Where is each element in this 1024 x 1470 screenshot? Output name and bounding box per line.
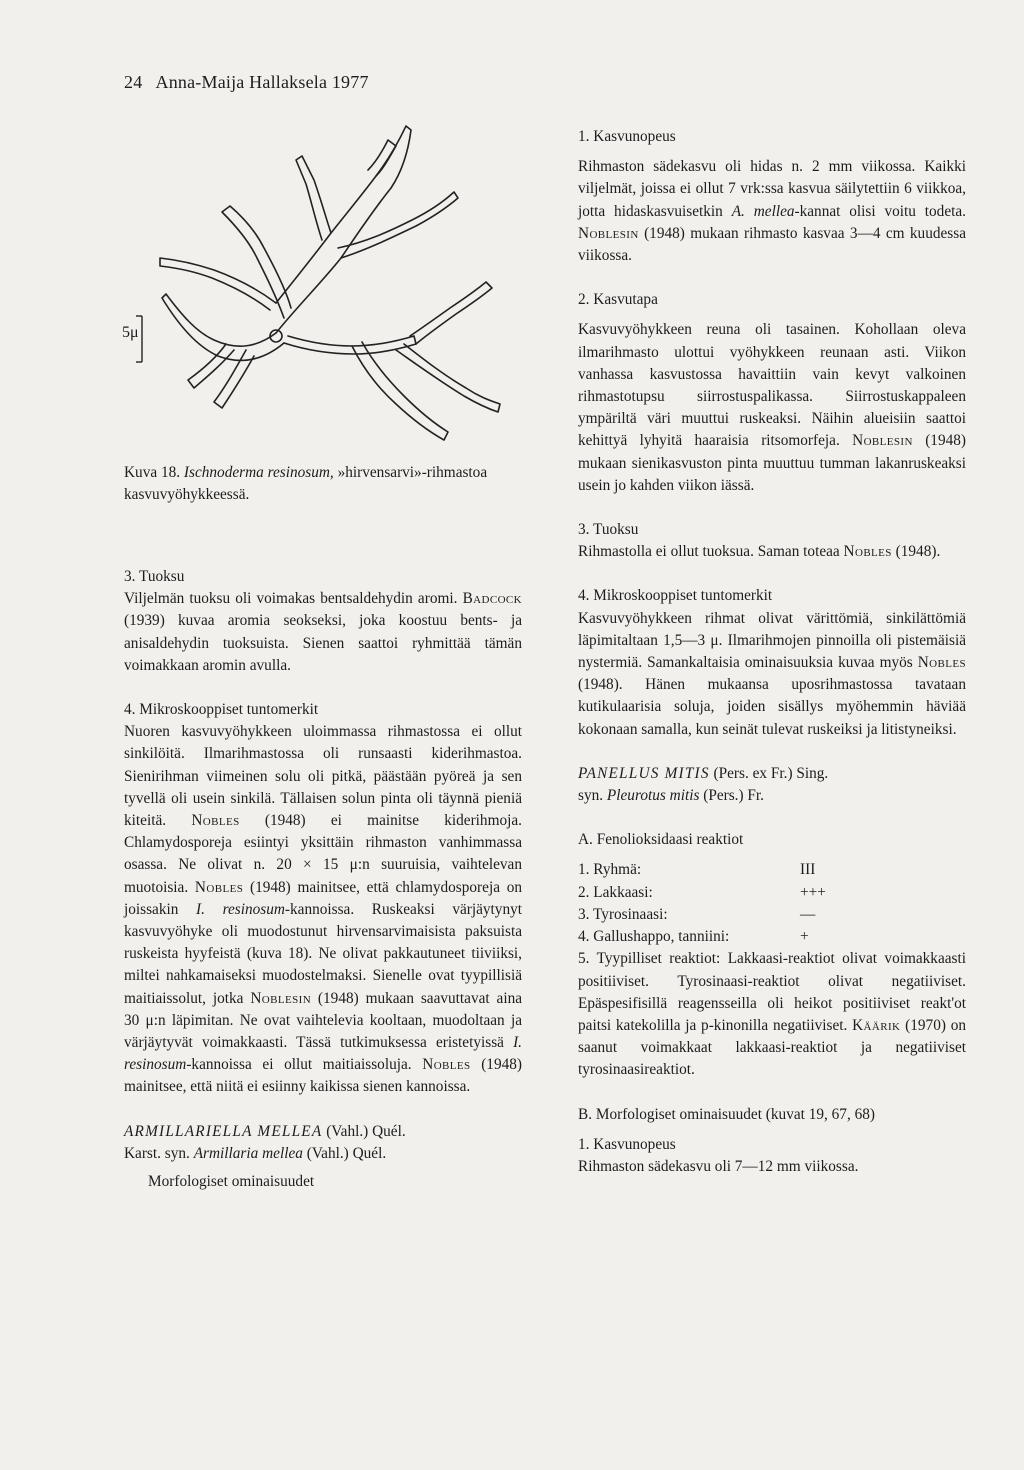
- section-title-growth-rate-2: 1. Kasvunopeus: [578, 1135, 676, 1153]
- text: (1948) mainitsee, että niitä ei esiinny kaikissa sienen kannoissa.: [124, 1056, 522, 1096]
- text: Karst. syn.: [124, 1144, 190, 1162]
- test-value: —: [800, 905, 816, 923]
- text: (1970) on saanut voimakkaat lakkaasi-reaktiot ja negatiiviset tyrosinaasireaktiot.: [578, 1016, 967, 1079]
- section-title-morphology: Morfologiset ominaisuudet: [148, 1173, 315, 1191]
- paragraph-growth-rate-2: [578, 1156, 966, 1178]
- author-name: Nobles: [191, 812, 240, 830]
- test-value: +++: [800, 883, 826, 901]
- text: syn.: [578, 787, 604, 805]
- caption-species: Ischnoderma resinosum,: [183, 464, 334, 481]
- text: (1948) mainitsee, että chlamydosporeja on joissakin: [124, 878, 523, 918]
- author-name: Nobles: [422, 1056, 471, 1074]
- section-title-microscopy: 4. Mikroskooppiset tuntomerkit: [124, 701, 319, 719]
- text: Kasvuvyöhykkeen rihmat olivat värittömiä, sinkilättömiä läpimitaltaan 1,5—3 μ. Ilmarihmojen pinnoilla oli pistemäisiä nystermiä. Samankaltaisia ominaisuuksia kuvaa myös: [578, 609, 966, 672]
- section-title-growth-habit: 2. Kasvutapa: [578, 291, 658, 309]
- species-title: PANELLUS MITIS: [578, 764, 710, 782]
- species-title: ARMILLARIELLA MELLEA: [124, 1122, 323, 1140]
- right-column: [578, 126, 966, 1178]
- section-title-growth-rate: 1. Kasvunopeus: [578, 128, 676, 145]
- paragraph-growth-rate: [578, 156, 966, 267]
- species-authority: (Vahl.) Quél.: [326, 1122, 406, 1140]
- author-name: Nobles: [917, 654, 966, 672]
- test-label: 3. Tyrosinaasi:: [578, 905, 668, 923]
- header-author-year: Anna-Maija Hallaksela 1977: [155, 72, 369, 92]
- paragraph-typical-reactions: [578, 948, 966, 1081]
- text: Rihmastolla ei ollut tuoksua. Saman toteaa: [578, 543, 840, 561]
- species-name: I. resinosum: [196, 900, 285, 918]
- text: (Pers.) Fr.: [703, 787, 764, 805]
- scale-bar-label: 5μ: [122, 324, 139, 341]
- author-name: Noblesin: [578, 224, 639, 242]
- test-row: [578, 859, 966, 881]
- caption-rest: »hirvensarvi»-rihmastoa kasvuvyöhykkeessä.: [124, 464, 488, 504]
- species-heading-panellus: [578, 763, 966, 807]
- author-name: Noblesin: [250, 989, 312, 1007]
- species-synonym: Pleurotus mitis: [606, 787, 700, 805]
- test-label: 1. Ryhmä:: [578, 861, 642, 879]
- paragraph-microscopy: [124, 721, 522, 1098]
- test-value: +: [800, 928, 809, 946]
- section-title-tuoksu: 3. Tuoksu: [124, 568, 185, 585]
- test-row: [578, 926, 966, 948]
- text: Rihmaston sädekasvu oli hidas n. 2 mm viikossa. Kaikki viljelmät, joissa ei ollut 7 vrk:ssa kasvua säilytettiin 6 viikkoa, jotta hidaskasvuisetkin: [578, 158, 966, 220]
- paragraph-tuoksu: [124, 588, 522, 677]
- author-name: Noblesin: [852, 432, 913, 450]
- text: (Vahl.) Quél.: [306, 1144, 387, 1162]
- text: (1948). Hänen mukaansa uposrihmastossa tavataan kutikulaarisia soluja, joiden sisällys myöhemmin häviää kokonaan samalla, kun seinät tulevat ruskeiksi ja litistyneiksi.: [578, 676, 966, 738]
- author-name: Käärik: [852, 1016, 901, 1034]
- paragraph-growth-habit: [578, 319, 966, 497]
- text: -kannoissa ei ollut maitiaissoluja.: [186, 1056, 412, 1074]
- section-title-phenol-oxidase: A. Fenolioksidaasi reaktiot: [578, 831, 744, 849]
- text: Nuoren kasvuvyöhykkeen uloimmassa rihmastossa ei ollut sinkilöitä. Ilmarihmastossa oli runsaasti kiderihmastoa. Sienirihman viimeinen solu oli pitkä, päästään pyöreä ja sen tyvellä oli usein sinkilä. Tällaisen solun pinta oli täynnä pieniä kiteitä.: [124, 723, 522, 830]
- paragraph-microscopy-2: [578, 608, 966, 741]
- paragraph-odour: [578, 541, 966, 563]
- text: 5. Tyypilliset reaktiot: Lakkaasi-reaktiot olivat voimakkaasti positiiviset. Tyrosinaasi-reaktiot olivat negatiiviset. Epäspesifisillä reagensseilla oli heikot positiiviset reakt'ot paitsi katekolilla ja p-kinonilla negatiiviset.: [578, 950, 966, 1034]
- text: (1939) kuvaa aromia seokseksi, joka koostuu bents- ja anisaldehydin tuoksuista. Sienen saattoi ryhmittää tämän voimakkaan aromin avulla.: [124, 612, 522, 674]
- section-title-odour: 3. Tuoksu: [578, 521, 639, 539]
- species-authority: (Pers. ex Fr.) Sing.: [713, 764, 829, 782]
- test-row: [578, 904, 966, 926]
- hyphae-drawing: [126, 118, 506, 458]
- text: Rihmaston sädekasvu oli 7—12 mm viikossa.: [578, 1157, 859, 1175]
- text: (1948).: [895, 543, 941, 561]
- left-column: [124, 566, 522, 1193]
- species-synonym: Armillaria mellea: [193, 1144, 303, 1162]
- text: (1948) mukaan sienikasvuston pinta muuttuu tumman lakanruskeaksi usein jo kahden viikon iässä.: [578, 432, 966, 494]
- text: (1948) ei mainitse kiderihmoja. Chlamydosporeja esiintyi yksittäin rihmaston vanhimmassa osassa. Ne olivat n. 20 × 15 μ:n suuruisia, vaihtelevan muotoisia.: [124, 812, 522, 896]
- species-name: A. mellea: [731, 202, 795, 220]
- author-name: Nobles: [843, 543, 892, 561]
- caption-prefix: Kuva 18.: [124, 464, 181, 481]
- author-name: Badcock: [462, 590, 523, 608]
- test-value: III: [800, 861, 816, 879]
- author-name: Nobles: [194, 878, 244, 896]
- page-number: 24: [124, 72, 143, 92]
- species-name: I. resinosum: [124, 1034, 522, 1074]
- species-heading-armillariella: [124, 1121, 522, 1165]
- test-label: 2. Lakkaasi:: [578, 883, 653, 901]
- text: (1948) mukaan saavuttavat aina 30 μ:n läpimitan. Ne ovat vaihtelevia kooltaan, muodoltaan ja värjäytyvät voimakkaasti. Tässä tutkimuksessa eristetyissä: [124, 989, 523, 1052]
- text: -kannoissa. Ruskeaksi värjäytynyt kasvuvyöhyke oli muodostunut hirvensarvimaisista paksuista ruskeista hyyfeistä (kuva 18). Ne olivat pakkautuneet tiiviiksi, miltei nahkamaiseksi muodostelmaksi. Sienelle ovat tyypillisiä maitiaissolut, jotka: [124, 900, 522, 1007]
- test-label: 4. Gallushappo, tanniini:: [578, 928, 730, 946]
- running-header: [124, 72, 369, 93]
- text: -kannat olisi voitu todeta.: [794, 202, 966, 220]
- figure-caption: [124, 462, 522, 506]
- test-row: [578, 882, 966, 904]
- text: Viljelmän tuoksu oli voimakas bentsaldehydin aromi.: [124, 590, 458, 608]
- section-title-microscopy-2: 4. Mikroskooppiset tuntomerkit: [578, 587, 773, 605]
- hyphae-figure: [122, 118, 506, 458]
- section-title-morphology-2: B. Morfologiset ominaisuudet (kuvat 19, 67, 68): [578, 1105, 875, 1123]
- test-list: [578, 859, 966, 948]
- text: (1948) mukaan rihmasto kasvaa 3—4 cm kuudessa viikossa.: [578, 224, 966, 265]
- text: Kasvuvyöhykkeen reuna oli tasainen. Kohollaan oleva ilmarihmasto ulottui vyöhykkeen reunaan asti. Viikon vanhassa kasvustossa havaittiin vain kevyt valkoinen rihmastotupsu siirrostuspalikassa. Siirrostuskappaleen ympäriltä väri muuttui ruskeaksi. Näihin alueisiin saattoi kehittyä lyhyitä haaraisia ritsomorfeja.: [578, 321, 966, 450]
